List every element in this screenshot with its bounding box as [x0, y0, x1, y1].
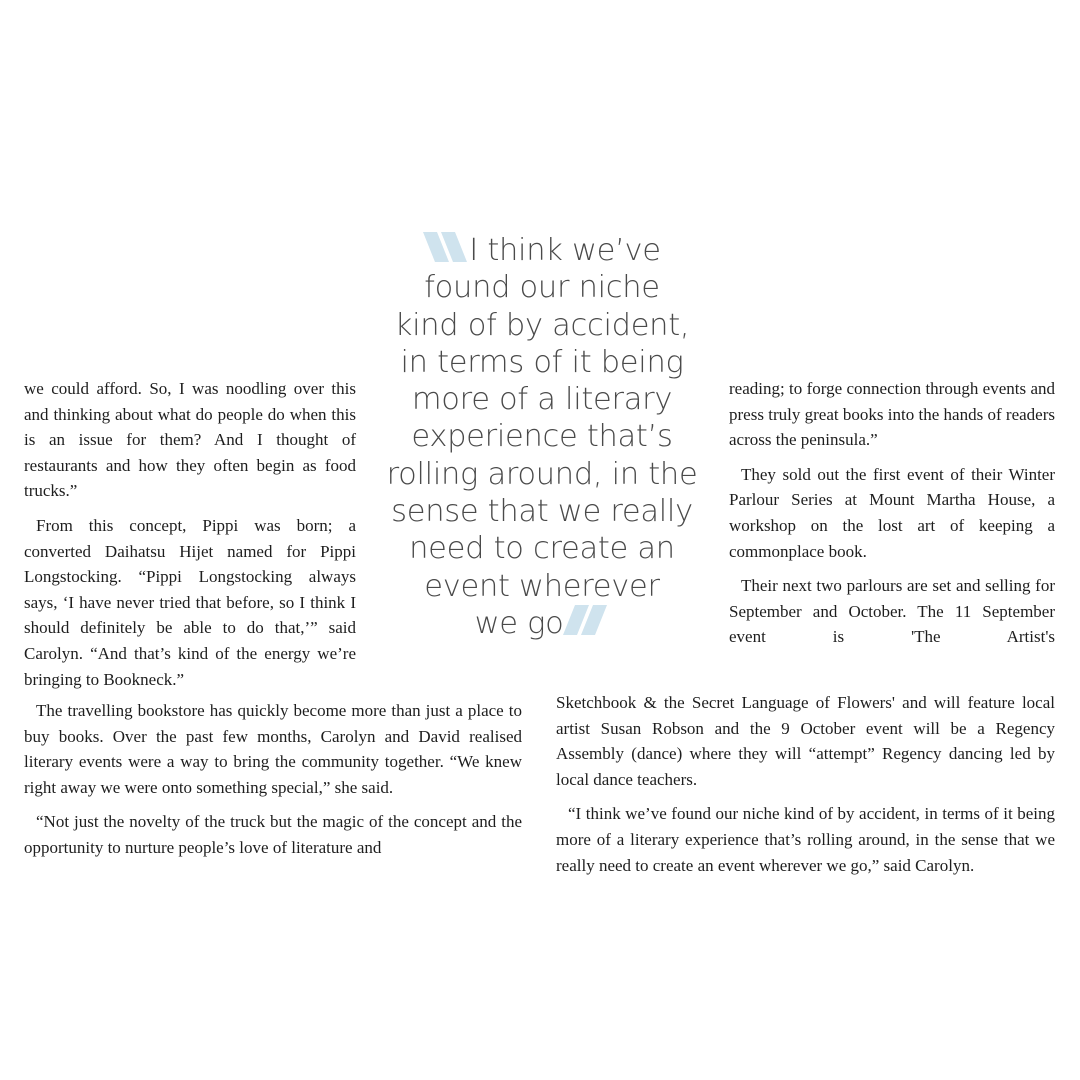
left-column-narrow: [24, 376, 356, 692]
pull-quote-line: event wherever: [424, 568, 660, 604]
paragraph: Sketchbook & the Secret Language of Flowers' and will feature local artist Susan Robson and the 9 October event will be a Regency Assembly (dance) where they will “attempt” Regency dancing led by local dance teachers.: [556, 693, 1055, 789]
paragraph: “Not just the novelty of the truck but the magic of the concept and the opportunity to nurture people’s love of literature and: [24, 812, 522, 857]
pull-quote-line: experience that’s: [411, 419, 673, 455]
close-quote-marks-icon: [563, 605, 609, 635]
paragraph: “I think we’ve found our niche kind of by accident, in terms of it being more of a literary experience that’s rolling around, in the sense that we really need to create an event wherever we go,” said Carolyn.: [556, 804, 1055, 875]
pull-quote-line: found our niche: [424, 270, 660, 306]
pull-quote: [372, 232, 712, 642]
pull-quote-line: sense that we really: [391, 494, 693, 530]
open-quote-marks-icon: [423, 232, 469, 262]
left-column-wide: [24, 698, 522, 861]
pull-quote-line: rolling around, in the: [386, 456, 698, 492]
paragraph: They sold out the first event of their Winter Parlour Series at Mount Martha House, a workshop on the lost art of keeping a commonplace book.: [729, 464, 1055, 561]
pull-quote-line: we go: [372, 605, 712, 642]
paragraph: From this concept, Pippi was born; a converted Daihatsu Hijet named for Pippi Longstocking. “Pippi Longstocking always says, ‘I have never tried that before, so I think I should definitely be able to do that,’” said Carolyn. “And that’s kind of the energy we’re bringing to Bookneck.”: [24, 515, 356, 689]
pull-quote-line: kind of by accident,: [394, 307, 690, 343]
paragraph: Their next two parlours are set and selling for September and October. The 11 September event is 'The Artist's: [729, 576, 1055, 647]
pull-quote-line: need to create an: [409, 531, 675, 567]
pull-quote-line: more of a literary: [411, 382, 673, 418]
pull-quote-line: in terms of it being: [400, 344, 684, 380]
right-column-wide: [556, 690, 1055, 878]
right-column-narrow: [729, 376, 1055, 650]
paragraph: reading; to forge connection through events and press truly great books into the hands of readers across the peninsula.”: [729, 379, 1055, 450]
pull-quote-line: I think we’ve: [372, 232, 712, 269]
paragraph: we could afford. So, I was noodling over this and thinking about what do people do when this is an issue for them? And I thought of restaurants and how they often begin as food trucks.”: [24, 379, 356, 501]
paragraph: The travelling bookstore has quickly become more than just a place to buy books. Over the past few months, Carolyn and David realised literary events were a way to bring the community together. “We knew right away we were onto something special,” she said.: [24, 701, 522, 797]
